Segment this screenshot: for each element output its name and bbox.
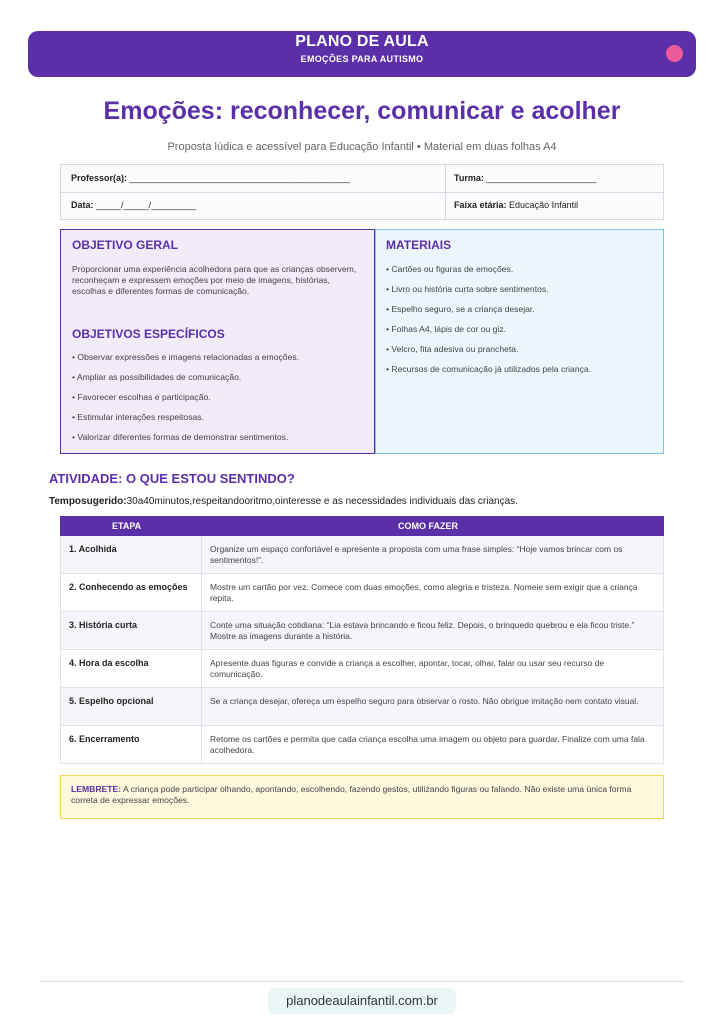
step-name: 4. Hora da escolha xyxy=(69,658,149,668)
data-label: Data: xyxy=(71,200,94,210)
table-body xyxy=(60,536,664,764)
list-item: • Recursos de comunicação já utilizados pela criança. xyxy=(386,364,592,374)
list-item: • Folhas A4, lápis de cor ou giz. xyxy=(386,324,507,334)
table-header xyxy=(60,516,664,536)
time-text: 30a40minutos,respeitandooritmo,ointeresse e as necessidades individuais das crianças. xyxy=(126,496,518,507)
footer-site-link[interactable]: planodeaulainfantil.com.br xyxy=(268,988,456,1014)
table-row xyxy=(60,612,664,650)
suggested-time xyxy=(49,496,518,507)
turma-blank: ______________________ xyxy=(486,173,597,183)
column-divider xyxy=(201,650,202,687)
list-item: • Observar expressões e imagens relacionadas a emoções. xyxy=(72,352,300,362)
objectives-box xyxy=(60,229,375,454)
step-description: Conte uma situação cotidiana: “Lia estava brincando e ficou feliz. Depois, o brinquedo quebrou e ela ficou triste.” Mostre as imagens durante a história. xyxy=(210,620,635,641)
list-item: • Favorecer escolhas e participação. xyxy=(72,392,211,402)
list-item: • Espelho seguro, se a criança desejar. xyxy=(386,304,535,314)
info-divider-horizontal xyxy=(61,192,663,193)
header-title: PLANO DE AULA xyxy=(295,33,429,50)
turma-label: Turma: xyxy=(454,173,484,183)
table-row xyxy=(60,650,664,688)
reminder-label: LEMBRETE: xyxy=(71,784,122,794)
professor-field[interactable] xyxy=(71,173,350,183)
objetivos-especificos-heading: OBJETIVOS ESPECÍFICOS xyxy=(72,327,225,341)
step-description: Mostre um cartão por vez. Comece com duas emoções, como alegria e tristeza. Nomeie sem exigir que a criança repita. xyxy=(210,582,638,603)
list-item: • Valorizar diferentes formas de demonstrar sentimentos. xyxy=(72,432,289,442)
data-field[interactable] xyxy=(71,200,196,210)
list-item: • Estimular interações respeitosas. xyxy=(72,412,204,422)
page-subtitle: Proposta lúdica e acessível para Educação Infantil • Material em duas folhas A4 xyxy=(167,141,557,153)
step-description: Retome os cartões e permita que cada criança escolha uma imagem ou objeto para guardar. Finalize com uma fala acolhedora. xyxy=(210,734,645,755)
step-name: 6. Encerramento xyxy=(69,734,140,744)
activity-title: ATIVIDADE: O QUE ESTOU SENTINDO? xyxy=(49,471,295,486)
list-item: • Livro ou história curta sobre sentimentos. xyxy=(386,284,549,294)
table-row xyxy=(60,574,664,612)
step-name: 1. Acolhida xyxy=(69,544,117,554)
step-name: 3. História curta xyxy=(69,620,138,630)
time-label: Temposugerido: xyxy=(49,496,127,507)
table-row xyxy=(60,536,664,574)
objetivo-geral-text: Proporcionar uma experiência acolhedora para que as crianças observem, reconheçam e expressem emoções por meio de imagens, histórias, escolhas e diferentes formas de comunicação. xyxy=(72,264,357,296)
list-item: • Cartões ou figuras de emoções. xyxy=(386,264,514,274)
list-item: • Velcro, fita adesiva ou prancheta. xyxy=(386,344,519,354)
faixa-value: Educação Infantil xyxy=(509,200,579,210)
list-item: • Ampliar as possibilidades de comunicação. xyxy=(72,372,242,382)
column-divider xyxy=(201,612,202,649)
reminder-box xyxy=(60,775,664,819)
step-name: 5. Espelho opcional xyxy=(69,696,154,706)
step-name: 2. Conhecendo as emoções xyxy=(69,582,188,592)
pink-dot-icon xyxy=(666,45,683,62)
step-description: Apresente duas figuras e convide a criança a escolher, apontar, tocar, olhar, falar ou usar seu recurso de comunicação. xyxy=(210,658,605,679)
footer-divider xyxy=(40,981,684,982)
column-divider xyxy=(201,726,202,763)
materials-box xyxy=(375,229,664,454)
faixa-field xyxy=(454,200,578,210)
column-divider xyxy=(201,536,202,573)
turma-field[interactable] xyxy=(454,173,596,183)
reminder-text: A criança pode participar olhando, apontando, escolhendo, fazendo gestos, utilizando figuras ou falando. Não existe uma única forma correta de expressar emoções. xyxy=(71,784,632,805)
column-header-etapa: ETAPA xyxy=(112,521,142,531)
materiais-heading: MATERIAIS xyxy=(386,238,452,252)
step-description: Organize um espaço confortável e apresente a proposta com uma frase simples: “Hoje vamos brincar com os sentimentos!”. xyxy=(210,544,623,565)
professor-blank: ____________________________________________ xyxy=(129,173,350,183)
info-box xyxy=(60,164,664,220)
header-banner xyxy=(28,31,696,77)
table-row xyxy=(60,726,664,764)
faixa-label: Faixa etária: xyxy=(454,200,507,210)
professor-label: Professor(a): xyxy=(71,173,128,183)
page-title: Emoções: reconhecer, comunicar e acolher xyxy=(103,97,621,125)
objetivo-geral-heading: OBJETIVO GERAL xyxy=(72,238,179,252)
column-header-como-fazer: COMO FAZER xyxy=(398,521,458,531)
column-divider xyxy=(201,688,202,725)
column-divider xyxy=(201,574,202,611)
data-blank: _____/_____/_________ xyxy=(96,200,197,210)
steps-table xyxy=(60,516,664,764)
step-description: Se a criança desejar, ofereça um espelho seguro para observar o rosto. Não obrigue imitação nem contato visual. xyxy=(210,696,639,706)
table-row xyxy=(60,688,664,726)
header-subtitle: EMOÇÕES PARA AUTISMO xyxy=(300,54,424,64)
